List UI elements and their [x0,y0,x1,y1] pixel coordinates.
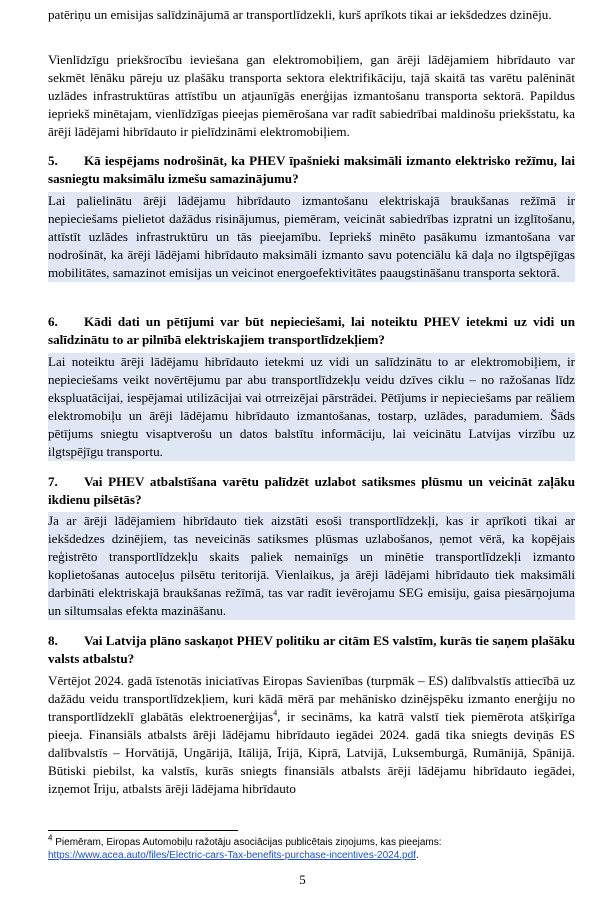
section-5-body [48,192,575,282]
footnote-number: 4 [48,833,53,843]
footnote [48,833,575,862]
section-number: 6. [48,314,58,329]
section-5-heading [48,152,575,188]
intro-paragraph-end [48,6,575,24]
footnote-link-suffix: . [415,850,419,861]
section-number: 5. [48,153,58,168]
section-6-heading [48,313,575,349]
section-body-text [48,672,575,798]
section-heading-text: Vai Latvija plāno saskaņot PHEV politiku ar citām ES valstīm, kurās tie saņem plašāku valsts atbalstu? [48,633,575,666]
page-number: 5 [299,872,306,887]
section-6-body [48,353,575,461]
section-heading-text: Kā iespējams nodrošināt, ka PHEV īpašnieki maksimāli izmanto elektrisko režīmu, lai sasniegtu maksimālu izmešu samazinājumu? [48,153,575,186]
intro-paragraph-2 [48,51,575,141]
section-body-text: Ja ar ārēji lādējamiem hibrīdauto tiek aizstāti esoši transportlīdzekļi, kas ir aprīkoti tikai ar iekšdedzes dzinējiem, tas neveicinās satiksmes plūsmas uzlabošanos, ņemot vērā, ka kopējais reģistrēto transportlīdzekļu skaits paliek nemainīgs un minētie transportlīdzekļi izmanto koplietošanas autoceļus pilsētu teritorijā. Vienlaikus, ja ārēji lādējami hibrīdauto tiek maksimāli darbināti elektriskajā braukšanas režīmā, tas var radīt ievērojamu SEG emisiju, gaisa piesārņojuma un siltumsalas efekta mazināšanu. [48,513,575,618]
section-number: 7. [48,474,58,489]
paragraph-text: Vienlīdzīgu priekšrocību ieviešana gan elektromobiļiem, gan ārēji lādējamiem hibrīdauto var sekmēt lēnāku pāreju uz plašāku transporta sektora elektrifikāciju, tajā skaitā tas varētu palēnināt uzlādes infrastruktūras attīstību un atjaunīgās enerģijas izmantošanu transporta sektorā. Papildus iepriekš minētajam, vienlīdzīgas pieejas piemērošana var radīt sabiedrībai maldinošu priekšstatu, ka ārēji lādējami hibrīdauto ir pielīdzināmi elektromobiļiem. [48,52,575,139]
section-7-body [48,512,575,620]
section-body-text: Lai palielinātu ārēji lādējamu hibrīdauto izmantošanu elektriskajā braukšanas režīmā ir nepieciešams pielietot dažādus risinājumus, piemēram, veicināt sabiedrības izpratni un izglītošanu, attīstīt uzlādes infrastruktūru un tās pieejamību. Iepriekš minēto pasākumu izmantošana var nodrošināt, ka ārēji lādējami hibrīdauto maksimāli izmanto savu potenciālu kā daļa no ilgtspējīgas mobilitātes, samazinot emisijas un veicinot energoefektivitātes paaugstināšanu transporta sektorā. [48,193,575,280]
section-7-heading [48,473,575,509]
section-heading-text: Kādi dati un pētījumi var būt nepieciešami, lai noteiktu PHEV ietekmi uz vidi un salīdzinātu to ar pilnībā elektriskajiem transportlīdzekļiem? [48,314,575,347]
section-8-body [48,672,575,798]
footnote-text: Piemēram, Eiropas Automobiļu ražotāju asociācijas publicētais ziņojums, kas pieejams: [55,837,442,848]
footnote-reference[interactable]: 4 [273,708,278,718]
body-part-b: , ir secināms, ka katrā valstī tiek piemērota atšķirīga pieeja. Finansiāls atbalsts ārēji lādējamu hibrīdauto iegādei 2024. gadā tika sniegts deviņās ES dalībvalstīs – Horvātijā, Ungārijā, Itālijā, Īrijā, Kiprā, Latvijā, Luksemburgā, Rumānijā, Spānijā. Būtiski piebilst, ka valstīs, kurās sniegts finansiāls atbalsts ārēji lādējamu hibrīdauto iegādei, izņemot Īriju, atbalsts ārēji lādējama hibrīdauto [48,709,576,796]
footnote-link[interactable]: https://www.acea.auto/files/Electric-cars-Tax-benefits-purchase-incentives-2024.pdf [48,850,416,861]
section-heading-text: Vai PHEV atbalstīšana varētu palīdzēt uzlabot satiksmes plūsmu un veicināt zaļāku ikdienu pilsētās? [48,474,575,507]
section-body-text: Lai noteiktu ārēji lādējamu hibrīdauto ietekmi uz vidi un salīdzinātu to ar elektromobiļiem, ir nepieciešams veikt novērtējumu par abu transportlīdzekļu veidu dzīves ciklu – no ražošanas līdz ekspluatācijai, iespējamai utilizācijai vai otrreizējai pārstrādei. Pētījums ir nepieciešams par reāliem elektromobiļu un ārēji lādējamu hibrīdauto izmantošanas, tostarp, uzlādes, paradumiem. Šāds pētījums sniegtu visaptverošu un datos balstītu informāciju, lai veicinātu Latvijas virzību uz ilgtspējīgu transportu. [48,354,575,459]
section-8-heading [48,632,575,668]
paragraph-text: patēriņu un emisijas salīdzinājumā ar transportlīdzekli, kurš aprīkots tikai ar iekšdedzes dzinēju. [48,7,552,22]
body-part-a: Vērtējot 2024. gadā īstenotās iniciatīvas Eiropas Savienības (turpmāk – ES) dalībvalstīs attiecībā uz dažādu veidu transportlīdzekļiem, kuri kādā mērā par mehānisko dzinējspēku izmanto enerģiju no transportlīdzeklī glabātās elektroenerģijas [48,673,575,724]
footnote-divider [48,830,238,831]
section-number: 8. [48,633,58,648]
